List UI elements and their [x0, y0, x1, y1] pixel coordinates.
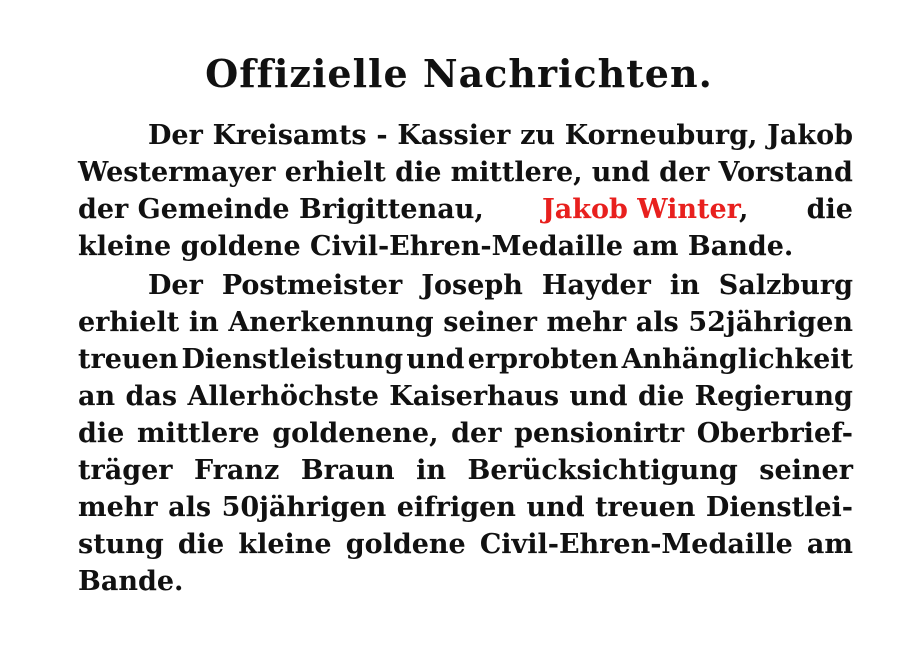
paragraph-2-line-9: Bande. — [78, 566, 184, 597]
word: erhielt — [78, 307, 180, 338]
word: und — [591, 157, 650, 188]
word: Vorstand — [718, 157, 853, 188]
word: Der — [148, 270, 203, 301]
word: Salzburg — [718, 270, 853, 301]
paragraph-2-line-4 — [78, 378, 853, 415]
word: Westermayer — [78, 157, 276, 188]
word: erprobten — [467, 344, 619, 375]
paragraph-2-line-7 — [78, 489, 853, 526]
word: die — [637, 381, 685, 412]
word: Hayder — [541, 270, 651, 301]
word: die — [78, 418, 125, 449]
word: 52jährigen — [688, 307, 853, 338]
paragraph-2-line-3 — [78, 341, 853, 378]
word: Oberbrief- — [696, 418, 853, 449]
word: Civil-Ehren-Medaille — [479, 529, 793, 560]
word: 50jährigen — [221, 492, 387, 523]
word: Anerkennung — [228, 307, 434, 338]
word: träger — [78, 455, 173, 486]
word: der — [659, 157, 710, 188]
word: mehr — [546, 307, 627, 338]
word: Franz — [193, 455, 280, 486]
word: seiner — [759, 455, 853, 486]
paragraph-1-line-4: kleine goldene Civil-Ehren-Medaille am Bande. — [78, 231, 794, 262]
word: in — [416, 455, 447, 486]
word: Dienstlei- — [705, 492, 853, 523]
word: Jakob — [767, 120, 853, 151]
word: zu — [520, 120, 556, 151]
paragraph-2-line-1 — [78, 267, 853, 304]
word: kleine — [238, 529, 332, 560]
word: und — [569, 381, 628, 412]
paragraph-1 — [78, 117, 853, 265]
word: mittlere, — [450, 157, 583, 188]
paragraph-2-line-8 — [78, 526, 853, 563]
paragraph-1-line-2 — [78, 154, 853, 191]
word: und — [526, 492, 585, 523]
line-3-comma: , — [738, 194, 749, 225]
word: als — [168, 492, 212, 523]
word: mittlere — [137, 418, 260, 449]
word: - — [376, 120, 388, 151]
word: Dienstleistung — [181, 344, 404, 375]
word: als — [635, 307, 679, 338]
paragraph-2-line-6 — [78, 452, 853, 489]
line-3-prefix: der Gemeinde Brigittenau, — [78, 194, 484, 225]
word: goldenene, — [272, 418, 439, 449]
word: der — [451, 418, 502, 449]
word: Kassier — [397, 120, 511, 151]
word: die — [395, 157, 442, 188]
word: eifrigen — [396, 492, 516, 523]
word: mehr — [78, 492, 158, 523]
word: erhielt — [284, 157, 386, 188]
paragraph-1-line-1 — [78, 117, 853, 154]
word: Regierung — [694, 381, 853, 412]
word: Anhänglichkeit — [621, 344, 853, 375]
paragraph-2-line-2 — [78, 304, 853, 341]
word: Joseph — [421, 270, 523, 301]
word: stung — [78, 529, 164, 560]
word: das — [125, 381, 178, 412]
word: Postmeister — [221, 270, 403, 301]
word: seiner — [443, 307, 537, 338]
word: Allerhöchste — [187, 381, 379, 412]
word: am — [806, 529, 853, 560]
word: die — [177, 529, 225, 560]
word: Berücksichtigung — [467, 455, 738, 486]
word: Der — [148, 120, 203, 151]
word: goldene — [345, 529, 466, 560]
word: Braun — [300, 455, 395, 486]
word: in — [188, 307, 219, 338]
word: treuen — [78, 344, 179, 375]
word: Korneuburg, — [564, 120, 758, 151]
word: pensionirtr — [514, 418, 685, 449]
paragraph-1-line-3 — [78, 191, 853, 228]
word: in — [669, 270, 700, 301]
paragraph-2-line-5 — [78, 415, 853, 452]
highlighted-name: Jakob Winter — [542, 194, 739, 225]
word: treuen — [595, 492, 696, 523]
word: Kreisamts — [212, 120, 367, 151]
word: an — [78, 381, 116, 412]
section-title: Offizielle Nachrichten. — [205, 51, 713, 96]
line-3-suffix: die — [806, 194, 853, 225]
word: Kaiserhaus — [389, 381, 560, 412]
word: und — [406, 344, 465, 375]
paragraph-2 — [78, 267, 853, 600]
